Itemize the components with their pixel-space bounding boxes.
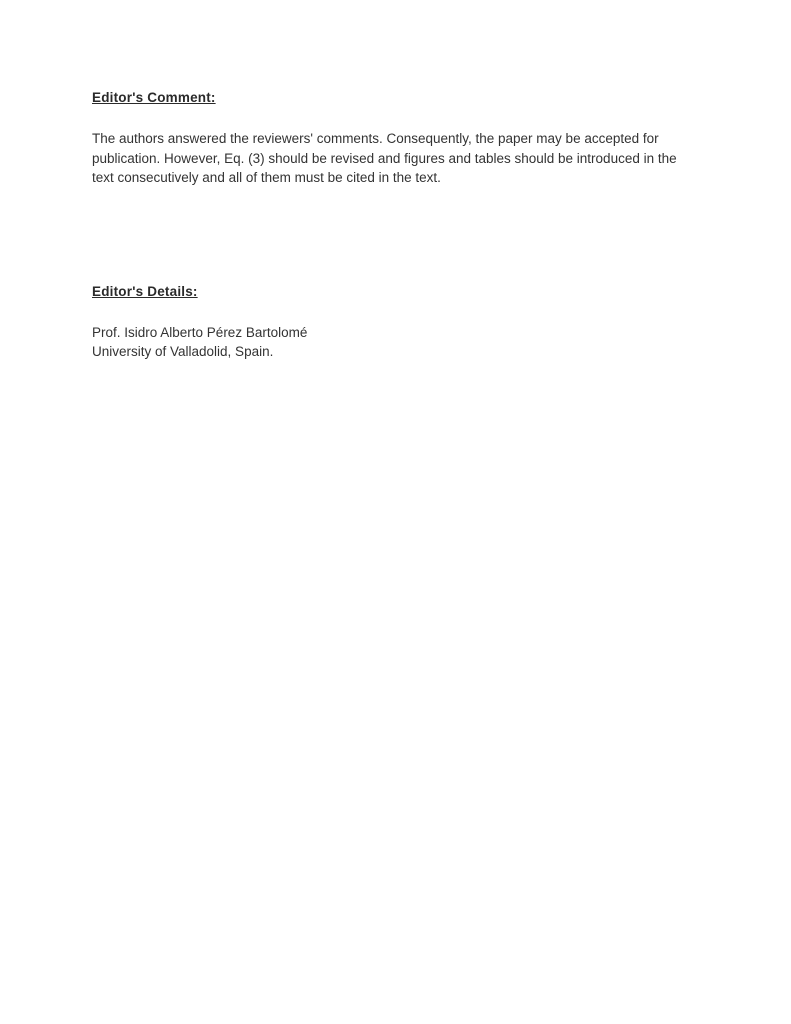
editors-details-heading: Editor's Details: bbox=[92, 283, 198, 299]
document-content bbox=[92, 90, 684, 361]
editor-name: Prof. Isidro Alberto Pérez Bartolomé bbox=[92, 324, 308, 340]
editors-comment-body: The authors answered the reviewers' comments. Consequently, the paper may be accepted for publication. However, Eq. (3) should be revised and figures and tables should be introduced in the text consecutively and all of them must be cited in the text. bbox=[92, 131, 677, 185]
editors-comment-heading: Editor's Comment: bbox=[92, 90, 216, 105]
editor-affiliation: University of Valladolid, Spain. bbox=[92, 343, 274, 359]
